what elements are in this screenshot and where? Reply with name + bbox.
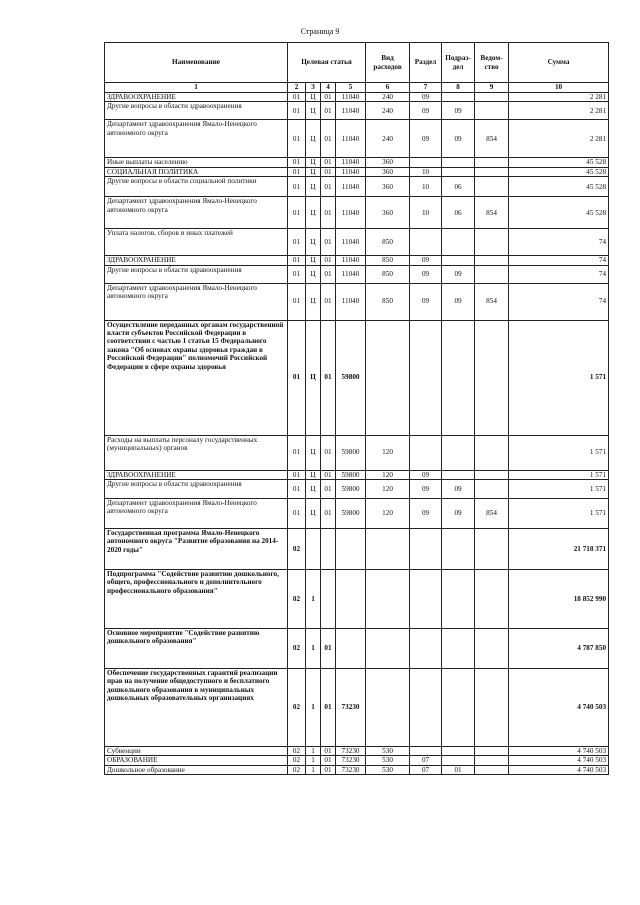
column-number: 8 — [442, 83, 475, 93]
target-code-measure: 01 — [321, 499, 336, 529]
target-code-measure: 01 — [321, 320, 336, 435]
row-sum: 74 — [509, 265, 609, 283]
target-code-program: 01 — [288, 197, 306, 229]
subsection-code — [442, 158, 475, 167]
target-code-direction: 11040 — [336, 93, 366, 102]
expense-type-code — [366, 529, 410, 570]
table-row — [105, 229, 609, 256]
section-code: 09 — [410, 93, 442, 102]
target-code-direction — [336, 529, 366, 570]
department-code — [475, 765, 509, 774]
section-code — [410, 570, 442, 629]
section-code — [410, 669, 442, 747]
row-sum: 74 — [509, 256, 609, 265]
table-row — [105, 167, 609, 176]
expense-type-code — [366, 320, 410, 435]
column-number: 5 — [336, 83, 366, 93]
target-code-measure: 01 — [321, 480, 336, 499]
row-sum: 1 571 — [509, 499, 609, 529]
target-code-program: 01 — [288, 283, 306, 320]
subsection-code — [442, 229, 475, 256]
department-code — [475, 229, 509, 256]
row-name: Субвенции — [105, 747, 288, 756]
column-number: 4 — [321, 83, 336, 93]
target-code-subprogram: Ц — [306, 93, 321, 102]
header-expense-type: Вид расходов — [366, 43, 410, 83]
target-code-program: 01 — [288, 158, 306, 167]
target-code-subprogram: Ц — [306, 283, 321, 320]
target-code-program: 01 — [288, 167, 306, 176]
column-number: 10 — [509, 83, 609, 93]
table-row — [105, 197, 609, 229]
table-row — [105, 470, 609, 479]
column-number: 2 — [288, 83, 306, 93]
row-sum: 4 740 503 — [509, 669, 609, 747]
target-code-direction: 11040 — [336, 256, 366, 265]
department-code — [475, 756, 509, 765]
department-code — [475, 177, 509, 197]
subsection-code — [442, 570, 475, 629]
header-target-article: Целевая статья — [288, 43, 366, 83]
target-code-measure: 01 — [321, 283, 336, 320]
section-code: 07 — [410, 765, 442, 774]
target-code-program: 02 — [288, 765, 306, 774]
table-row — [105, 120, 609, 158]
target-code-program: 02 — [288, 629, 306, 669]
table-row — [105, 320, 609, 435]
target-code-direction — [336, 570, 366, 629]
target-code-direction: 59800 — [336, 480, 366, 499]
expense-type-code: 850 — [366, 229, 410, 256]
table-row — [105, 435, 609, 470]
department-code — [475, 480, 509, 499]
expense-type-code: 240 — [366, 102, 410, 120]
target-code-subprogram: 1 — [306, 669, 321, 747]
target-code-subprogram: Ц — [306, 265, 321, 283]
target-code-subprogram: 1 — [306, 747, 321, 756]
row-name: ЗДРАВООХРАНЕНИЕ — [105, 256, 288, 265]
expense-type-code: 850 — [366, 265, 410, 283]
table-row — [105, 256, 609, 265]
target-code-program: 02 — [288, 756, 306, 765]
subsection-code — [442, 320, 475, 435]
section-code: 09 — [410, 265, 442, 283]
subsection-code — [442, 256, 475, 265]
expense-type-code: 360 — [366, 167, 410, 176]
target-code-measure: 01 — [321, 256, 336, 265]
target-code-subprogram: Ц — [306, 229, 321, 256]
target-code-measure: 01 — [321, 197, 336, 229]
row-name: Другие вопросы в области здравоохранения — [105, 265, 288, 283]
row-sum: 4 740 503 — [509, 756, 609, 765]
subsection-code — [442, 435, 475, 470]
target-code-measure: 01 — [321, 120, 336, 158]
target-code-program: 02 — [288, 669, 306, 747]
expense-type-code — [366, 669, 410, 747]
department-code — [475, 629, 509, 669]
header-sum: Сумма — [509, 43, 609, 83]
department-code — [475, 320, 509, 435]
target-code-program: 01 — [288, 120, 306, 158]
target-code-subprogram: Ц — [306, 256, 321, 265]
target-code-direction: 11040 — [336, 158, 366, 167]
subsection-code: 01 — [442, 765, 475, 774]
target-code-subprogram: 1 — [306, 629, 321, 669]
target-code-measure: 01 — [321, 177, 336, 197]
target-code-measure: 01 — [321, 470, 336, 479]
section-code — [410, 629, 442, 669]
expense-type-code: 360 — [366, 158, 410, 167]
expense-type-code: 850 — [366, 256, 410, 265]
target-code-program: 01 — [288, 93, 306, 102]
target-code-direction: 73230 — [336, 747, 366, 756]
target-code-program: 01 — [288, 470, 306, 479]
expense-type-code — [366, 570, 410, 629]
target-code-program: 01 — [288, 229, 306, 256]
table-row — [105, 529, 609, 570]
department-code: 854 — [475, 283, 509, 320]
header-section: Раздел — [410, 43, 442, 83]
table-row — [105, 265, 609, 283]
section-code: 09 — [410, 283, 442, 320]
target-code-direction: 11040 — [336, 177, 366, 197]
subsection-code: 06 — [442, 197, 475, 229]
row-sum: 74 — [509, 229, 609, 256]
expense-type-code: 530 — [366, 747, 410, 756]
target-code-measure: 01 — [321, 229, 336, 256]
target-code-measure: 01 — [321, 629, 336, 669]
target-code-program: 01 — [288, 435, 306, 470]
row-sum: 2 281 — [509, 102, 609, 120]
column-number: 7 — [410, 83, 442, 93]
target-code-program: 01 — [288, 102, 306, 120]
target-code-measure: 01 — [321, 756, 336, 765]
column-number: 1 — [105, 83, 288, 93]
target-code-measure — [321, 570, 336, 629]
target-code-measure: 01 — [321, 265, 336, 283]
target-code-subprogram: 1 — [306, 756, 321, 765]
target-code-direction: 11040 — [336, 167, 366, 176]
department-code: 854 — [475, 499, 509, 529]
target-code-program: 01 — [288, 177, 306, 197]
column-number-row — [105, 83, 609, 93]
section-code: 10 — [410, 167, 442, 176]
subsection-code — [442, 669, 475, 747]
section-code — [410, 529, 442, 570]
department-code — [475, 669, 509, 747]
expense-type-code: 120 — [366, 470, 410, 479]
department-code — [475, 102, 509, 120]
target-code-program: 02 — [288, 747, 306, 756]
subsection-code: 09 — [442, 102, 475, 120]
subsection-code — [442, 756, 475, 765]
department-code: 854 — [475, 120, 509, 158]
target-code-direction: 59800 — [336, 435, 366, 470]
budget-table — [104, 42, 609, 775]
target-code-subprogram: Ц — [306, 177, 321, 197]
table-row — [105, 480, 609, 499]
department-code — [475, 435, 509, 470]
target-code-direction — [336, 629, 366, 669]
expense-type-code: 850 — [366, 283, 410, 320]
row-name: СОЦИАЛЬНАЯ ПОЛИТИКА — [105, 167, 288, 176]
row-sum: 74 — [509, 283, 609, 320]
target-code-measure: 01 — [321, 158, 336, 167]
subsection-code — [442, 529, 475, 570]
target-code-subprogram: Ц — [306, 197, 321, 229]
row-name: Департамент здравоохранения Ямало-Ненецкого автономного округа — [105, 197, 288, 229]
subsection-code: 09 — [442, 265, 475, 283]
expense-type-code: 240 — [366, 120, 410, 158]
table-row — [105, 499, 609, 529]
section-code — [410, 435, 442, 470]
target-code-measure: 01 — [321, 435, 336, 470]
row-name: Осуществление переданных органам государственной власти субъектов Российской Федерации в соответствии с частью 1 статьи 15 Федерального закона "Об основах охраны здоровья граждан в Российской Федерации" полномочий Российской Федерации в сфере охраны здоровья — [105, 320, 288, 435]
expense-type-code: 240 — [366, 93, 410, 102]
target-code-direction: 11040 — [336, 120, 366, 158]
section-code: 10 — [410, 197, 442, 229]
row-name: Департамент здравоохранения Ямало-Ненецкого автономного округа — [105, 120, 288, 158]
department-code — [475, 158, 509, 167]
target-code-direction: 11040 — [336, 197, 366, 229]
subsection-code: 09 — [442, 283, 475, 320]
row-sum: 45 528 — [509, 158, 609, 167]
row-sum: 2 281 — [509, 120, 609, 158]
header-department: Ведом- ство — [475, 43, 509, 83]
row-sum: 45 528 — [509, 177, 609, 197]
target-code-direction: 59800 — [336, 470, 366, 479]
header-name: Наименование — [105, 43, 288, 83]
target-code-program: 01 — [288, 480, 306, 499]
target-code-program: 02 — [288, 570, 306, 629]
row-sum: 1 571 — [509, 320, 609, 435]
section-code: 09 — [410, 256, 442, 265]
expense-type-code: 120 — [366, 499, 410, 529]
row-name: ОБРАЗОВАНИЕ — [105, 756, 288, 765]
subsection-code — [442, 747, 475, 756]
expense-type-code: 530 — [366, 756, 410, 765]
target-code-subprogram: Ц — [306, 499, 321, 529]
table-body — [105, 93, 609, 775]
section-code — [410, 320, 442, 435]
column-number: 6 — [366, 83, 410, 93]
target-code-program: 01 — [288, 320, 306, 435]
target-code-direction: 59800 — [336, 320, 366, 435]
row-name: ЗДРАВООХРАНЕНИЕ — [105, 470, 288, 479]
target-code-measure: 01 — [321, 167, 336, 176]
subsection-code — [442, 629, 475, 669]
subsection-code: 09 — [442, 120, 475, 158]
table-row — [105, 102, 609, 120]
header-subsection: Подраз- дел — [442, 43, 475, 83]
row-sum: 18 852 990 — [509, 570, 609, 629]
row-name: ЗДРАВООХРАНЕНИЕ — [105, 93, 288, 102]
target-code-program: 01 — [288, 256, 306, 265]
table-row — [105, 669, 609, 747]
row-name: Расходы на выплаты персоналу государственных (муниципальных) органов — [105, 435, 288, 470]
target-code-program: 01 — [288, 265, 306, 283]
section-code: 09 — [410, 102, 442, 120]
expense-type-code: 360 — [366, 197, 410, 229]
row-name: Другие вопросы в области здравоохранения — [105, 480, 288, 499]
target-code-subprogram: Ц — [306, 320, 321, 435]
target-code-measure — [321, 529, 336, 570]
row-name: Иные выплаты населению — [105, 158, 288, 167]
row-name: Государственная программа Ямало-Ненецкого автономного округа "Развитие образования на 2014-2020 годы" — [105, 529, 288, 570]
subsection-code: 09 — [442, 499, 475, 529]
column-number: 9 — [475, 83, 509, 93]
department-code — [475, 167, 509, 176]
target-code-direction: 11040 — [336, 229, 366, 256]
target-code-subprogram: Ц — [306, 102, 321, 120]
subsection-code — [442, 93, 475, 102]
subsection-code — [442, 470, 475, 479]
section-code: 09 — [410, 480, 442, 499]
header-row — [105, 43, 609, 83]
row-sum: 21 718 371 — [509, 529, 609, 570]
row-sum: 2 281 — [509, 93, 609, 102]
expense-type-code: 530 — [366, 765, 410, 774]
target-code-program: 02 — [288, 529, 306, 570]
target-code-direction: 59800 — [336, 499, 366, 529]
table-row — [105, 756, 609, 765]
subsection-code — [442, 167, 475, 176]
target-code-measure: 01 — [321, 669, 336, 747]
row-sum: 4 787 850 — [509, 629, 609, 669]
department-code — [475, 747, 509, 756]
section-code: 09 — [410, 120, 442, 158]
target-code-subprogram: Ц — [306, 167, 321, 176]
section-code: 10 — [410, 177, 442, 197]
target-code-subprogram: Ц — [306, 120, 321, 158]
department-code — [475, 256, 509, 265]
department-code — [475, 470, 509, 479]
target-code-subprogram: Ц — [306, 158, 321, 167]
target-code-direction: 11040 — [336, 265, 366, 283]
target-code-subprogram: 1 — [306, 570, 321, 629]
page-number: Страница 9 — [300, 27, 340, 36]
department-code — [475, 93, 509, 102]
target-code-measure: 01 — [321, 747, 336, 756]
section-code — [410, 158, 442, 167]
table-row — [105, 629, 609, 669]
target-code-subprogram — [306, 529, 321, 570]
section-code: 09 — [410, 499, 442, 529]
department-code: 854 — [475, 197, 509, 229]
row-name: Подпрограмма "Содействие развитию дошкольного, общего, профессионального и дополнительного профессионального образования" — [105, 570, 288, 629]
row-name: Уплата налогов, сборов и иных платежей — [105, 229, 288, 256]
table-row — [105, 570, 609, 629]
table-row — [105, 93, 609, 102]
target-code-program: 01 — [288, 499, 306, 529]
section-code — [410, 229, 442, 256]
row-sum: 4 740 503 — [509, 747, 609, 756]
row-sum: 4 740 503 — [509, 765, 609, 774]
table-row — [105, 765, 609, 774]
row-name: Дошкольное образование — [105, 765, 288, 774]
row-name: Департамент здравоохранения Ямало-Ненецкого автономного округа — [105, 499, 288, 529]
column-number: 3 — [306, 83, 321, 93]
department-code — [475, 529, 509, 570]
subsection-code: 09 — [442, 480, 475, 499]
section-code: 07 — [410, 756, 442, 765]
expense-type-code: 120 — [366, 480, 410, 499]
target-code-direction: 11040 — [336, 283, 366, 320]
row-name: Другие вопросы в области социальной политики — [105, 177, 288, 197]
row-sum: 1 571 — [509, 435, 609, 470]
target-code-subprogram: Ц — [306, 470, 321, 479]
row-sum: 45 528 — [509, 197, 609, 229]
target-code-direction: 11040 — [336, 102, 366, 120]
row-name: Основное мероприятие "Содействие развитию дошкольного образования" — [105, 629, 288, 669]
target-code-direction: 73230 — [336, 765, 366, 774]
expense-type-code — [366, 629, 410, 669]
target-code-measure: 01 — [321, 93, 336, 102]
target-code-direction: 73230 — [336, 669, 366, 747]
section-code: 09 — [410, 470, 442, 479]
expense-type-code: 360 — [366, 177, 410, 197]
target-code-subprogram: Ц — [306, 480, 321, 499]
target-code-measure: 01 — [321, 765, 336, 774]
target-code-subprogram: 1 — [306, 765, 321, 774]
department-code — [475, 570, 509, 629]
table-row — [105, 747, 609, 756]
table-row — [105, 177, 609, 197]
expense-type-code: 120 — [366, 435, 410, 470]
target-code-direction: 73230 — [336, 756, 366, 765]
target-code-subprogram: Ц — [306, 435, 321, 470]
row-name: Департамент здравоохранения Ямало-Ненецкого автономного округа — [105, 283, 288, 320]
subsection-code: 06 — [442, 177, 475, 197]
table-row — [105, 283, 609, 320]
row-sum: 1 571 — [509, 470, 609, 479]
table-row — [105, 158, 609, 167]
department-code — [475, 265, 509, 283]
section-code — [410, 747, 442, 756]
row-name: Другие вопросы в области здравоохранения — [105, 102, 288, 120]
target-code-measure: 01 — [321, 102, 336, 120]
row-sum: 1 571 — [509, 480, 609, 499]
row-name: Обеспечение государственных гарантий реализации прав на получение общедоступного и бесплатного дошкольного образования в муниципальных дошкольных образовательных организациях — [105, 669, 288, 747]
row-sum: 45 528 — [509, 167, 609, 176]
